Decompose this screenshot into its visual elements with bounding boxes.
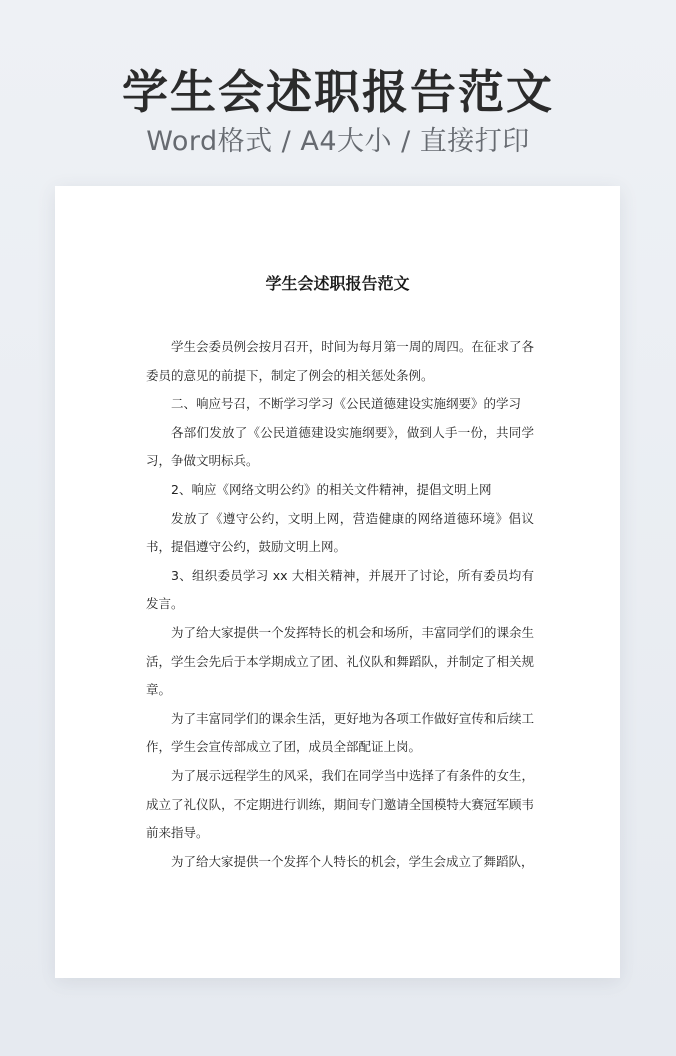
paragraph: 3、组织委员学习 xx 大相关精神，并展开了讨论，所有委员均有发言。 [146, 567, 534, 612]
banner-title: 学生会述职报告范文 [122, 65, 554, 119]
paragraph: 为了丰富同学们的课余生活，更好地为各项工作做好宣传和后续工作，学生会宣传部成立了团，成员全部配证上岗。 [146, 710, 534, 755]
banner-subtitle: Word格式 / A4大小 / 直接打印 [146, 126, 530, 157]
banner [0, 62, 676, 160]
document-page [55, 186, 620, 978]
paragraph: 2、响应《网络文明公约》的相关文件精神，提倡文明上网 [171, 481, 492, 497]
document-body [146, 333, 534, 876]
paragraph: 学生会委员例会按月召开，时间为每月第一周的周四。在征求了各委员的意见的前提下，制定了例会的相关惩处条例。 [146, 339, 534, 383]
paragraph: 为了给大家提供一个发挥个人特长的机会，学生会成立了舞蹈队， [171, 853, 534, 869]
paragraph: 发放了《遵守公约，文明上网，营造健康的网络道德环境》倡议书，提倡遵守公约，鼓励文明上网。 [146, 510, 534, 555]
paragraph: 二、响应号召，不断学习学习《公民道德建设实施纲要》的学习 [171, 396, 522, 412]
document-title: 学生会述职报告范文 [265, 274, 410, 293]
paragraph: 各部们发放了《公民道德建设实施纲要》，做到人手一份，共同学习，争做文明标兵。 [146, 424, 534, 469]
paragraph: 为了给大家提供一个发挥特长的机会和场所，丰富同学们的课余生活，学生会先后于本学期成立了团、礼仪队和舞蹈队，并制定了相关规章。 [146, 624, 534, 698]
paragraph: 为了展示远程学生的风采，我们在同学当中选择了有条件的女生，成立了礼仪队，不定期进行训练，期间专门邀请全国模特大赛冠军顾韦前来指导。 [146, 767, 534, 841]
